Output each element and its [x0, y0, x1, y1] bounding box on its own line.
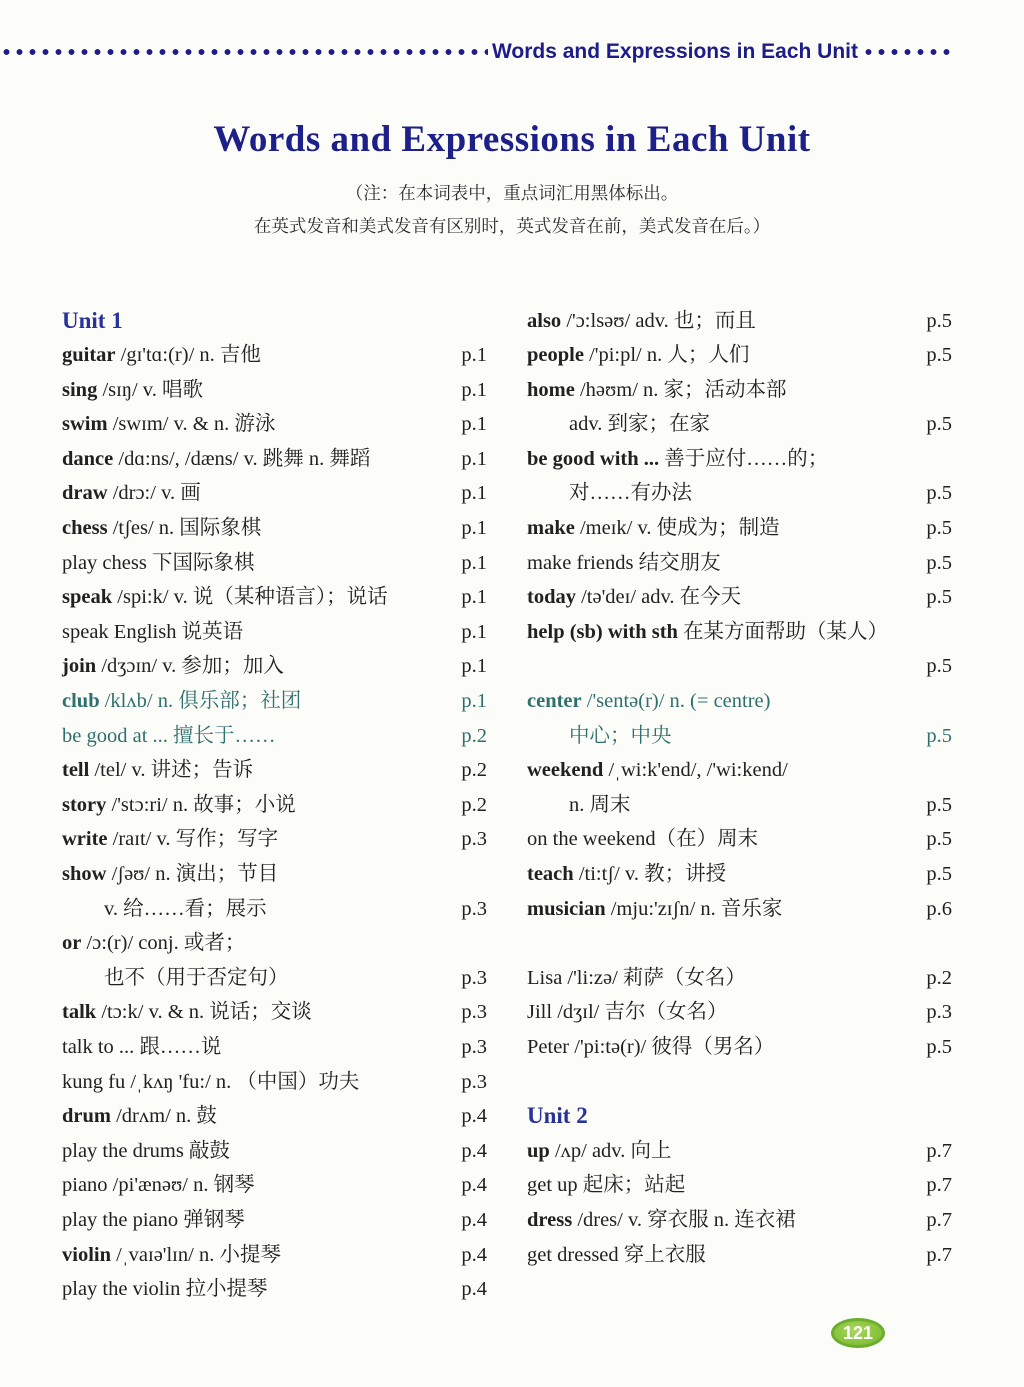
- entry-word: home: [527, 378, 575, 401]
- entry-page-ref: p.5: [926, 724, 952, 747]
- entry-text: [62, 1203, 439, 1238]
- vocab-entry: [62, 892, 487, 927]
- entry-page-ref: p.1: [461, 517, 487, 540]
- entry-page-ref: p.3: [461, 828, 487, 851]
- dotted-rule-left: [0, 48, 488, 56]
- vocab-entry: [527, 1168, 952, 1203]
- vocab-entry: [62, 788, 487, 823]
- entry-page-ref: p.7: [926, 1208, 952, 1231]
- vocab-entry: [527, 753, 952, 788]
- vocabulary-list: [62, 304, 952, 1307]
- entry-detail: n. 周末: [569, 793, 631, 816]
- entry-word: dress: [527, 1208, 573, 1231]
- entry-text: [62, 1030, 439, 1065]
- column-spacer: [527, 1065, 952, 1100]
- entry-detail: 结交朋友: [633, 551, 721, 574]
- entry-text: [62, 926, 439, 961]
- entry-word: club: [62, 690, 100, 713]
- entry-word: Lisa: [527, 966, 563, 989]
- entry-word: make: [527, 517, 575, 540]
- entry-text: [527, 1168, 904, 1203]
- entry-word: swim: [62, 413, 108, 436]
- entry-text: [527, 684, 904, 719]
- entry-detail: /swɪm/ v. & n. 游泳: [107, 413, 276, 436]
- unit-heading: Unit 2: [527, 1103, 588, 1129]
- entry-detail: 在某方面帮助（某人）: [677, 620, 889, 643]
- entry-page-ref: p.7: [926, 1174, 952, 1197]
- usage-note: [0, 177, 1024, 244]
- entry-text: [62, 684, 439, 719]
- entry-page-ref: p.1: [461, 586, 487, 609]
- entry-word: kung fu: [62, 1070, 126, 1093]
- entry-page-ref: [439, 857, 487, 892]
- entry-text: [527, 892, 904, 927]
- vocab-entry: [62, 684, 487, 719]
- entry-word: violin: [62, 1243, 111, 1266]
- page-running-head: [0, 40, 1024, 64]
- entry-word: piano: [62, 1174, 108, 1197]
- entry-word: musician: [527, 897, 606, 920]
- vocab-entry: [527, 822, 952, 857]
- entry-page-ref: p.1: [461, 378, 487, 401]
- vocab-entry: [62, 511, 487, 546]
- entry-detail: 擅长于……: [167, 724, 276, 747]
- entry-page-ref: p.4: [461, 1105, 487, 1128]
- entry-detail: /klʌb/ n. 俱乐部；社团: [99, 690, 302, 713]
- entry-word: or: [62, 932, 82, 955]
- entry-detail: /tə'deɪ/ adv. 在今天: [575, 586, 742, 609]
- vocab-entry: [62, 719, 487, 754]
- entry-detail: /mju:'zɪʃn/ n. 音乐家: [605, 897, 783, 920]
- entry-text: [62, 1238, 439, 1273]
- entry-text: [527, 304, 904, 339]
- entry-page-ref: p.5: [926, 586, 952, 609]
- vocab-entry: [527, 719, 952, 754]
- entry-page-ref: [439, 926, 487, 961]
- entry-page-ref: p.4: [461, 1278, 487, 1301]
- entry-detail: /drɔ:/ v. 画: [107, 482, 201, 505]
- entry-text: [527, 649, 904, 684]
- entry-page-ref: p.5: [926, 309, 952, 332]
- entry-text: [62, 753, 439, 788]
- entry-page-ref: [904, 442, 952, 477]
- entry-text: [62, 442, 439, 477]
- entry-detail: 对……有办法: [569, 482, 692, 505]
- entry-page-ref: p.1: [461, 620, 487, 643]
- entry-word: on the weekend: [527, 828, 656, 851]
- entry-word: draw: [62, 482, 108, 505]
- entry-detail: /ti:tʃ/ v. 教；讲授: [573, 863, 727, 885]
- entry-page-ref: p.2: [926, 966, 952, 989]
- entry-word: make friends: [527, 551, 634, 574]
- vocab-entry: [62, 1203, 487, 1238]
- entry-word: help (sb) with sth: [527, 620, 678, 643]
- vocab-entry: [62, 1134, 487, 1169]
- entry-detail: 说英语: [176, 620, 244, 643]
- entry-text: [62, 407, 439, 442]
- page-title: Words and Expressions in Each Unit: [213, 119, 811, 160]
- entry-page-ref: p.2: [461, 759, 487, 782]
- entry-text: [527, 338, 904, 373]
- entry-word: Peter: [527, 1035, 570, 1058]
- usage-note-line1: （注：在本词表中，重点词汇用黑体标出。: [345, 183, 679, 203]
- entry-page-ref: p.1: [461, 690, 487, 713]
- vocab-entry: [62, 580, 487, 615]
- unit-heading: Unit 1: [62, 307, 123, 333]
- entry-word: play the piano: [62, 1208, 179, 1231]
- entry-page-ref: p.3: [926, 1001, 952, 1024]
- entry-detail: /tɔ:k/ v. & n. 说话；交谈: [96, 1001, 312, 1024]
- entry-text: [62, 892, 439, 927]
- vocab-entry: [527, 580, 952, 615]
- vocab-entry: [62, 1168, 487, 1203]
- entry-page-ref: p.2: [461, 793, 487, 816]
- entry-detail: /tʃes/ n. 国际象棋: [107, 517, 262, 540]
- entry-detail: /'sentə(r)/ n. (= centre): [581, 690, 771, 713]
- vocab-entry: [62, 1272, 487, 1307]
- entry-detail: /'pi:pl/ n. 人；人们: [583, 344, 750, 367]
- entry-text: [62, 373, 439, 408]
- entry-text: [62, 1134, 439, 1169]
- entry-detail: adv. 到家；在家: [569, 413, 711, 436]
- entry-detail: /'pi:tə(r)/ 彼得（男名）: [569, 1035, 775, 1058]
- entry-detail: 跟……说: [134, 1035, 222, 1058]
- entry-page-ref: p.5: [926, 793, 952, 816]
- entry-word: sing: [62, 378, 98, 401]
- entry-text: [527, 1030, 904, 1065]
- entry-page-ref: p.7: [926, 1243, 952, 1266]
- vocab-entry: [62, 442, 487, 477]
- entry-detail: 穿上衣服: [618, 1243, 706, 1266]
- vocab-entry: [62, 822, 487, 857]
- vocab-entry: [62, 995, 487, 1030]
- entry-text: [527, 546, 904, 581]
- entry-text: [62, 338, 439, 373]
- vocab-entry: [527, 1134, 952, 1169]
- entry-word: chess: [62, 517, 108, 540]
- vocab-entry: [527, 304, 952, 339]
- entry-word: be good with ...: [527, 447, 660, 470]
- entry-text: [527, 407, 904, 442]
- entry-word: also: [527, 309, 562, 332]
- entry-page-ref: p.2: [461, 724, 487, 747]
- entry-detail: /tel/ v. 讲述；告诉: [89, 759, 254, 782]
- entry-detail: /ʃəʊ/ n. 演出；节目: [106, 863, 279, 885]
- entry-word: talk: [62, 1001, 97, 1024]
- vocab-entry: [62, 1065, 487, 1100]
- entry-detail: 善于应付……的；: [659, 447, 829, 470]
- entry-text: [62, 649, 439, 684]
- entry-word: people: [527, 344, 584, 367]
- vocab-entry: [62, 338, 487, 373]
- vocab-entry: [62, 1030, 487, 1065]
- entry-text: [527, 822, 904, 857]
- entry-text: [62, 1065, 439, 1100]
- vocab-entry: [527, 892, 952, 927]
- entry-page-ref: p.5: [926, 344, 952, 367]
- entry-detail: 拉小提琴: [180, 1278, 268, 1301]
- entry-page-ref: p.4: [461, 1139, 487, 1162]
- entry-page-ref: p.5: [926, 1035, 952, 1058]
- entry-detail: 弹钢琴: [178, 1208, 245, 1231]
- entry-text: [62, 961, 439, 996]
- vocab-entry: [62, 1238, 487, 1273]
- entry-word: teach: [527, 863, 574, 885]
- vocab-entry: [62, 649, 487, 684]
- entry-detail: /ˌwi:k'end/, /'wi:kend/: [603, 759, 788, 782]
- entry-word: play the drums: [62, 1139, 184, 1162]
- entry-word: show: [62, 863, 107, 885]
- title-block: [0, 0, 1024, 244]
- entry-text: [527, 719, 904, 754]
- entry-detail: v. 给……看；展示: [104, 897, 267, 920]
- entry-text: [527, 1238, 904, 1273]
- entry-word: drum: [62, 1105, 111, 1128]
- entry-page-ref: [904, 615, 952, 650]
- entry-page-ref: p.1: [461, 447, 487, 470]
- vocab-entry: [527, 961, 952, 996]
- vocab-entry: [62, 407, 487, 442]
- entry-detail: /dres/ v. 穿衣服 n. 连衣裙: [572, 1208, 796, 1231]
- entry-word: play chess: [62, 551, 147, 574]
- entry-word: today: [527, 586, 576, 609]
- entry-detail: /gɪ'tɑ:(r)/ n. 吉他: [115, 344, 261, 367]
- entry-page-ref: p.4: [461, 1174, 487, 1197]
- vocab-entry: [527, 857, 952, 892]
- vocab-entry: [527, 1238, 952, 1273]
- entry-page-ref: [904, 684, 952, 719]
- vocab-entry: [527, 442, 952, 477]
- vocab-entry: [527, 788, 952, 823]
- vocab-entry: [62, 546, 487, 581]
- entry-text: [62, 476, 439, 511]
- vocab-entry: [527, 649, 952, 684]
- entry-text: [62, 580, 439, 615]
- vocab-entry: [62, 926, 487, 961]
- entry-word: write: [62, 828, 108, 851]
- entry-detail: /'ɔ:lsəʊ/ adv. 也；而且: [561, 309, 756, 332]
- entry-detail: /ɔ:(r)/ conj. 或者；: [81, 932, 246, 955]
- vocab-entry: [62, 1099, 487, 1134]
- entry-text: [62, 788, 439, 823]
- entry-text: [527, 442, 904, 477]
- entry-word: tell: [62, 759, 90, 782]
- entry-page-ref: p.7: [926, 1139, 952, 1162]
- entry-word: up: [527, 1139, 550, 1162]
- entry-page-ref: [904, 753, 952, 788]
- entry-text: [527, 961, 904, 996]
- entry-text: [527, 788, 904, 823]
- entry-detail: 敲鼓: [183, 1139, 230, 1162]
- entry-page-ref: p.1: [461, 655, 487, 678]
- entry-word: speak English: [62, 620, 177, 643]
- entry-word: story: [62, 793, 107, 816]
- vocab-entry: [527, 407, 952, 442]
- entry-page-ref: p.1: [461, 482, 487, 505]
- entry-page-ref: p.3: [461, 1035, 487, 1058]
- entry-word: be good at ...: [62, 724, 168, 747]
- vocab-entry: [62, 615, 487, 650]
- entry-text: [527, 511, 904, 546]
- entry-page-ref: p.6: [926, 897, 952, 920]
- entry-detail: /raɪt/ v. 写作；写字: [107, 828, 279, 851]
- entry-text: [62, 1272, 439, 1307]
- entry-page-ref: p.4: [461, 1208, 487, 1231]
- entry-detail: /dʒɔɪn/ v. 参加；加入: [96, 655, 284, 678]
- entry-page-ref: p.3: [461, 1001, 487, 1024]
- entry-word: dance: [62, 447, 114, 470]
- entry-detail: 也不（用于否定句）: [104, 966, 289, 989]
- vocab-entry: [527, 684, 952, 719]
- entry-detail: 下国际象棋: [146, 551, 255, 574]
- vocab-entry: [62, 373, 487, 408]
- entry-text: [62, 719, 439, 754]
- entry-detail: /meɪk/ v. 使成为；制造: [574, 517, 780, 540]
- vocab-entry: [62, 476, 487, 511]
- entry-detail: /ˌvaɪə'lɪn/ n. 小提琴: [111, 1243, 281, 1266]
- entry-page-ref: p.5: [926, 517, 952, 540]
- vocab-entry: [62, 857, 487, 892]
- entry-page-ref: p.1: [461, 413, 487, 436]
- entry-detail: 起床；站起: [577, 1174, 686, 1197]
- entry-word: guitar: [62, 344, 116, 367]
- entry-word: Jill: [527, 1001, 553, 1024]
- entry-page-ref: p.5: [926, 655, 952, 678]
- vocab-entry: [527, 615, 952, 650]
- vocab-entry: [527, 338, 952, 373]
- entry-page-ref: p.5: [926, 551, 952, 574]
- entry-detail: /drʌm/ n. 鼓: [110, 1105, 217, 1128]
- usage-note-line2: 在英式发音和美式发音有区别时，英式发音在前，美式发音在后。）: [253, 216, 771, 237]
- entry-text: [527, 857, 904, 892]
- entry-text: [62, 822, 439, 857]
- entry-text: [527, 753, 904, 788]
- entry-text: [527, 615, 904, 650]
- entry-word: weekend: [527, 759, 604, 782]
- entry-text: [527, 373, 904, 408]
- entry-text: [62, 546, 439, 581]
- entry-text: [62, 1168, 439, 1203]
- entry-word: center: [527, 690, 582, 713]
- page-number-badge: 121: [831, 1318, 885, 1348]
- entry-page-ref: p.3: [461, 966, 487, 989]
- entry-detail: /sɪŋ/ v. 唱歌: [97, 378, 203, 401]
- vocab-entry: [527, 995, 952, 1030]
- vocab-entry: [527, 1030, 952, 1065]
- entry-page-ref: p.5: [926, 482, 952, 505]
- entry-text: [527, 995, 904, 1030]
- entry-word: join: [62, 655, 97, 678]
- entry-detail: （在）周末: [655, 828, 759, 851]
- entry-page-ref: p.5: [926, 413, 952, 436]
- vocab-entry: [527, 511, 952, 546]
- entry-text: [62, 615, 439, 650]
- entry-text: [62, 857, 439, 892]
- vocab-entry: [62, 961, 487, 996]
- entry-detail: /'li:zə/ 莉萨（女名）: [562, 966, 746, 989]
- entry-detail: /spi:k/ v. 说（某种语言）；说话: [112, 586, 388, 609]
- entry-page-ref: p.1: [461, 551, 487, 574]
- entry-text: [527, 1203, 904, 1238]
- vocab-entry: [527, 476, 952, 511]
- vocab-entry: [527, 373, 952, 408]
- entry-text: [527, 580, 904, 615]
- entry-page-ref: p.4: [461, 1243, 487, 1266]
- entry-detail: /dʒɪl/ 吉尔（女名）: [552, 1001, 728, 1024]
- entry-page-ref: p.5: [926, 828, 952, 851]
- entry-detail: /pi'ænəʊ/ n. 钢琴: [107, 1174, 255, 1197]
- entry-detail: /ˌkʌŋ 'fu:/ n. （中国）功夫: [125, 1070, 360, 1093]
- entry-text: [62, 995, 439, 1030]
- entry-detail: /həʊm/ n. 家；活动本部: [574, 378, 787, 401]
- vocab-column-left: [62, 304, 487, 1307]
- entry-detail: 中心；中央: [569, 724, 672, 747]
- entry-detail: /'stɔ:ri/ n. 故事；小说: [106, 793, 296, 816]
- entry-detail: /dɑ:ns/, /dæns/ v. 跳舞 n. 舞蹈: [113, 447, 371, 470]
- running-head-title: Words and Expressions in Each Unit: [491, 40, 858, 63]
- entry-word: speak: [62, 586, 113, 609]
- entry-word: get up: [527, 1174, 578, 1197]
- entry-page-ref: p.5: [926, 863, 952, 885]
- entry-text: [527, 1134, 904, 1169]
- vocab-entry: [62, 753, 487, 788]
- dotted-rule-right: [862, 48, 954, 56]
- entry-text: [62, 1099, 439, 1134]
- vocab-entry: [527, 546, 952, 581]
- entry-detail: /ʌp/ adv. 向上: [549, 1139, 672, 1162]
- entry-page-ref: p.3: [461, 897, 487, 920]
- entry-page-ref: p.3: [461, 1070, 487, 1093]
- entry-page-ref: [904, 373, 952, 408]
- entry-text: [62, 511, 439, 546]
- vocab-column-right: [527, 304, 952, 1307]
- entry-word: get dressed: [527, 1243, 619, 1266]
- vocab-entry: [527, 1203, 952, 1238]
- entry-word: play the violin: [62, 1278, 181, 1301]
- entry-page-ref: p.1: [461, 344, 487, 367]
- entry-word: talk to ...: [62, 1035, 135, 1058]
- entry-text: [527, 476, 904, 511]
- column-spacer: [527, 926, 952, 961]
